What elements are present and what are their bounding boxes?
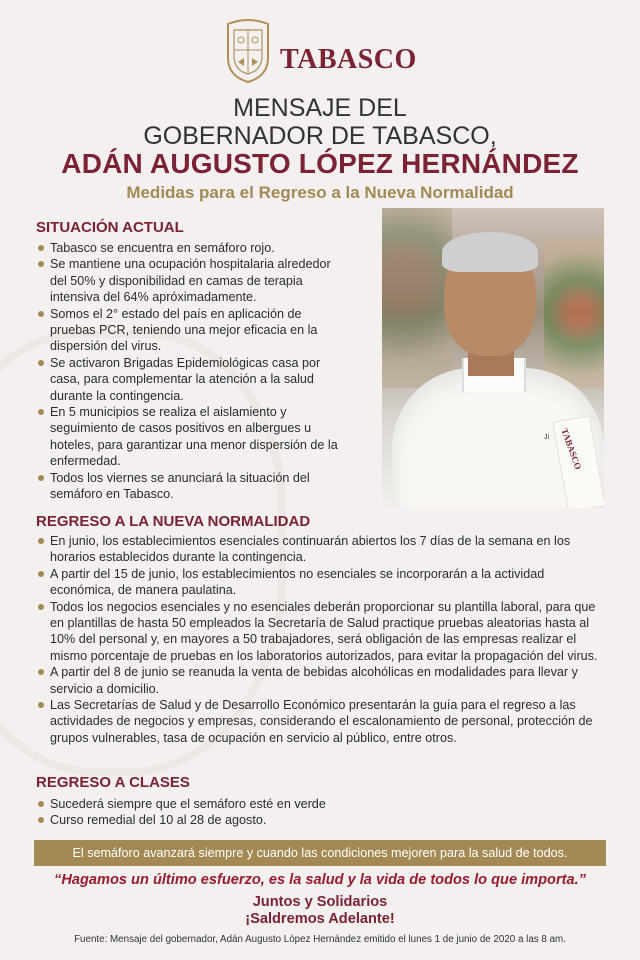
list-item: A partir del 8 de junio se reanuda la venta de bebidas alcohólicas en modalidades para llevar y servicio a domicilio. <box>36 664 612 697</box>
source-note: Fuente: Mensaje del gobernador, Adán Augusto López Hernández emitido el lunes 1 de junio de 2020 a las 8 am. <box>74 934 566 945</box>
governor-name: ADÁN AUGUSTO LÓPEZ HERNÁNDEZ <box>61 148 579 179</box>
section-heading-nueva-normalidad: REGRESO A LA NUEVA NORMALIDAD <box>36 513 311 530</box>
list-item: Somos el 2° estado del país en aplicación de pruebas PCR, teniendo una mejor eficacia en la dispersión del virus. <box>36 306 338 355</box>
nueva-normalidad-list <box>36 533 612 746</box>
list-item: Tabasco se encuentra en semáforo rojo. <box>36 240 338 256</box>
regreso-clases-list <box>36 796 612 829</box>
list-item: Todos los viernes se anunciará la situación del semáforo en Tabasco. <box>36 470 338 503</box>
subtitle: Medidas para el Regreso a la Nueva Normalidad <box>126 183 514 202</box>
title-line-2: GOBERNADOR DE TABASCO, <box>143 122 497 150</box>
semaforo-banner: El semáforo avanzará siempre y cuando las condiciones mejoren para la salud de todos. <box>34 840 606 866</box>
list-item: A partir del 15 de junio, los establecimientos no esenciales se incorporarán a la actividad económica, de manera paulatina. <box>36 566 612 599</box>
quote: “Hagamos un último esfuerzo, es la salud y la vida de todos lo que importa.” <box>54 872 586 888</box>
list-item: Curso remedial del 10 al 28 de agosto. <box>36 812 612 828</box>
title-line-1: MENSAJE DEL <box>233 94 407 122</box>
situacion-actual-list <box>36 240 338 503</box>
list-item: Todos los negocios esenciales y no esenciales deberán proporcionar su plantilla laboral, para que en plantillas de hasta 50 empleados la Secretaría de Salud practique pruebas aleatorias hasta al 10% del personal y, en mayores a 50 trabajadores, será obligación de las empresas realizar el mismo porcentaje de pruebas en los laboratorios autorizados, para evitar la propagación del virus. <box>36 599 612 665</box>
sash-text: TABASCO <box>559 427 584 471</box>
pocket-text: Ji <box>544 434 550 441</box>
list-item: En 5 municipios se realiza el aislamiento y seguimiento de casos positivos en albergues u hoteles, para garantizar una menor dispersión de la enfermedad. <box>36 404 338 470</box>
list-item: Se activaron Brigadas Epidemiológicas casa por casa, para complementar la atención a la salud durante la contingencia. <box>36 355 338 404</box>
list-item: Sucederá siempre que el semáforo esté en verde <box>36 796 612 812</box>
tabasco-logo <box>224 18 424 93</box>
list-item: Se mantiene una ocupación hospitalaria alrededor del 50% y disponibilidad en camas de terapia intensiva del 64% apróximadamente. <box>36 256 338 305</box>
list-item: Las Secretarías de Salud y de Desarrollo Económico presentarán la guía para el regreso a las actividades de negocios y empresas, considerando el escalonamiento de personal, protección de grupos vulnerables, tasa de ocupación en servicio al público, entre otros. <box>36 697 612 746</box>
closing-line-2: ¡Saldremos Adelante! <box>245 911 395 927</box>
section-heading-regreso-clases: REGRESO A CLASES <box>36 774 190 791</box>
governor-photo <box>382 208 604 508</box>
closing-line-1: Juntos y Solidarios <box>252 894 388 910</box>
logo-text: TABASCO <box>280 44 417 75</box>
section-heading-situacion-actual: SITUACIÓN ACTUAL <box>36 219 184 236</box>
coat-of-arms-icon <box>224 18 272 84</box>
list-item: En junio, los establecimientos esenciales continuarán abiertos los 7 días de la semana en los horarios establecidos durante la contingencia. <box>36 533 612 566</box>
